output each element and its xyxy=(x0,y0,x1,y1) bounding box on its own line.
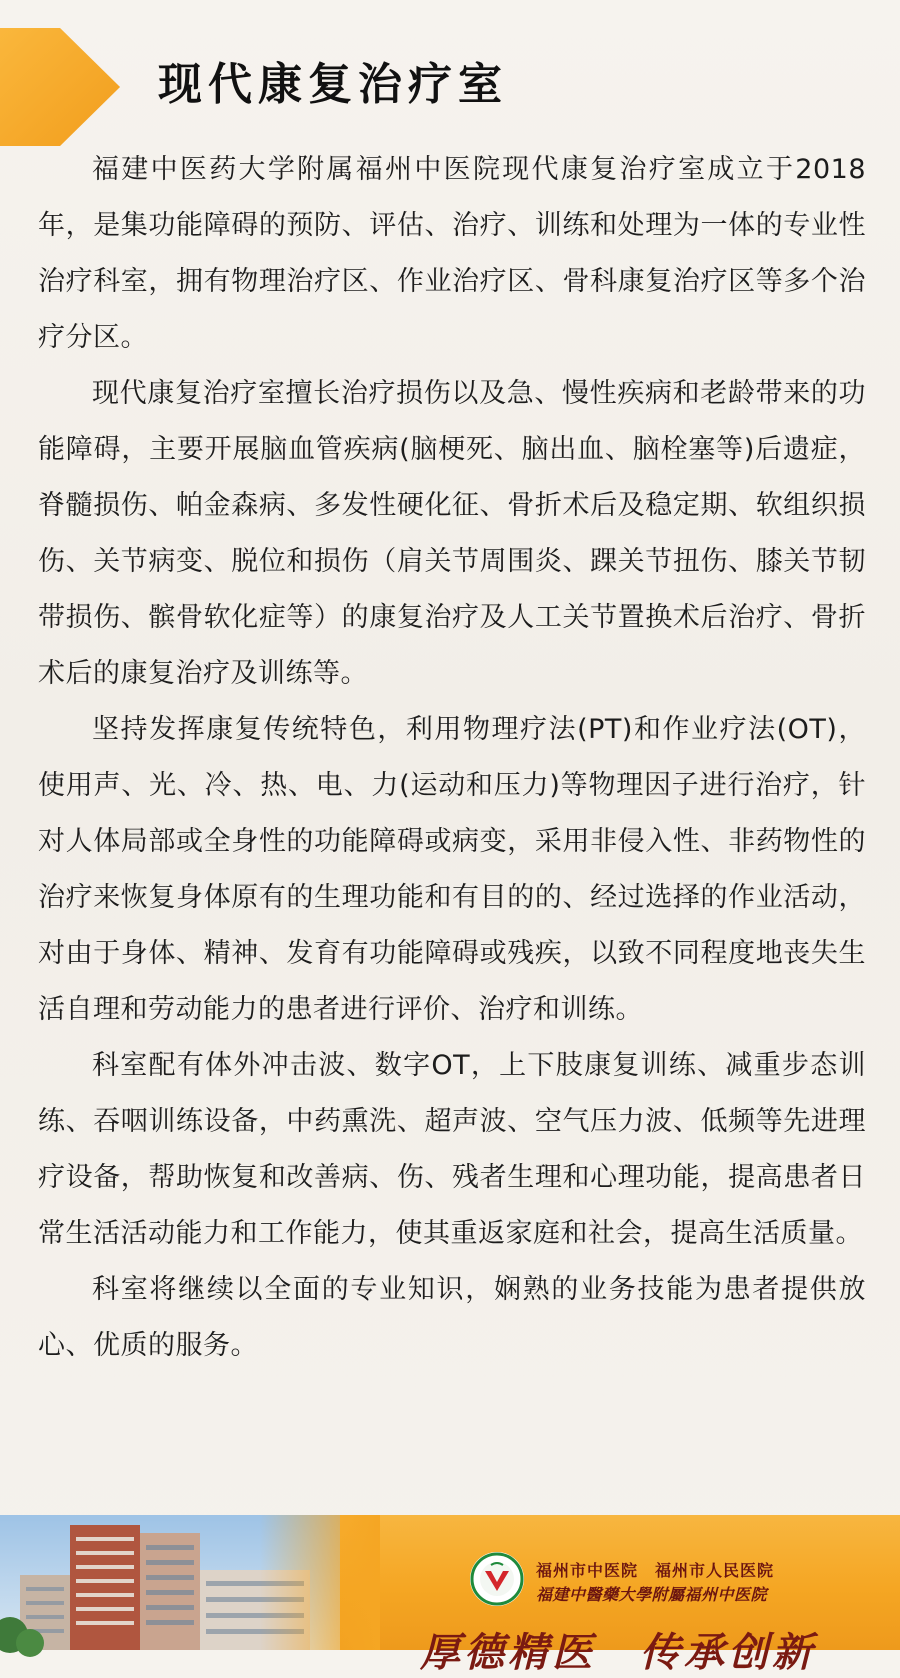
banner-fade xyxy=(260,1515,380,1650)
hospital-affiliation: 福建中醫藥大學附屬福州中医院 xyxy=(536,1585,768,1604)
slogan: 厚德精医 传承创新 xyxy=(420,1629,816,1676)
hospital-names: 福州市中医院 福州市人民医院 xyxy=(536,1561,775,1580)
page-title: 现代康复治疗室 xyxy=(158,59,508,110)
paragraph-commitment: 科室将继续以全面的专业知识，娴熟的业务技能为患者提供放心、优质的服务。 xyxy=(38,1274,866,1361)
hospital-logo-icon xyxy=(469,1551,525,1607)
paragraph-equipment: 科室配有体外冲击波、数字OT，上下肢康复训练、减重步态训练、吞咽训练设备，中药熏洗、超声波、空气压力波、低频等先进理疗设备，帮助恢复和改善病、伤、残者生理和心理功能，提高患者日常生活活动能力和工作能力，使其重返家庭和社会，提高生活质量。 xyxy=(38,1050,866,1249)
article-body xyxy=(38,142,866,1374)
paragraph-methods: 坚持发挥康复传统特色，利用物理疗法(PT)和作业疗法(OT)，使用声、光、冷、热、电、力(运动和压力)等物理因子进行治疗，针对人体局部或全身性的功能障碍或病变，采用非侵入性、非药物性的治疗来恢复身体原有的生理功能和有目的的、经过选择的作业活动，对由于身体、精神、发育有功能障碍或残疾，以致不同程度地丧失生活自理和劳动能力的患者进行评价、治疗和训练。 xyxy=(38,714,866,1025)
orange-arrow-icon xyxy=(0,28,122,146)
paragraph-specialties: 现代康复治疗室擅长治疗损伤以及急、慢性疾病和老龄带来的功能障碍，主要开展脑血管疾病(脑梗死、脑出血、脑栓塞等)后遗症，脊髓损伤、帕金森病、多发性硬化征、骨折术后及稳定期、软组织损伤、关节病变、脱位和损伤（肩关节周围炎、踝关节扭伤、膝关节韧带损伤、髌骨软化症等）的康复治疗及人工关节置换术后治疗、骨折术后的康复治疗及训练等。 xyxy=(38,378,866,689)
footer-banner xyxy=(0,1515,900,1676)
paragraph-intro: 福建中医药大学附属福州中医院现代康复治疗室成立于2018年，是集功能障碍的预防、评估、治疗、训练和处理为一体的专业性治疗科室，拥有物理治疗区、作业治疗区、骨科康复治疗区等多个治疗分区。 xyxy=(38,154,866,353)
